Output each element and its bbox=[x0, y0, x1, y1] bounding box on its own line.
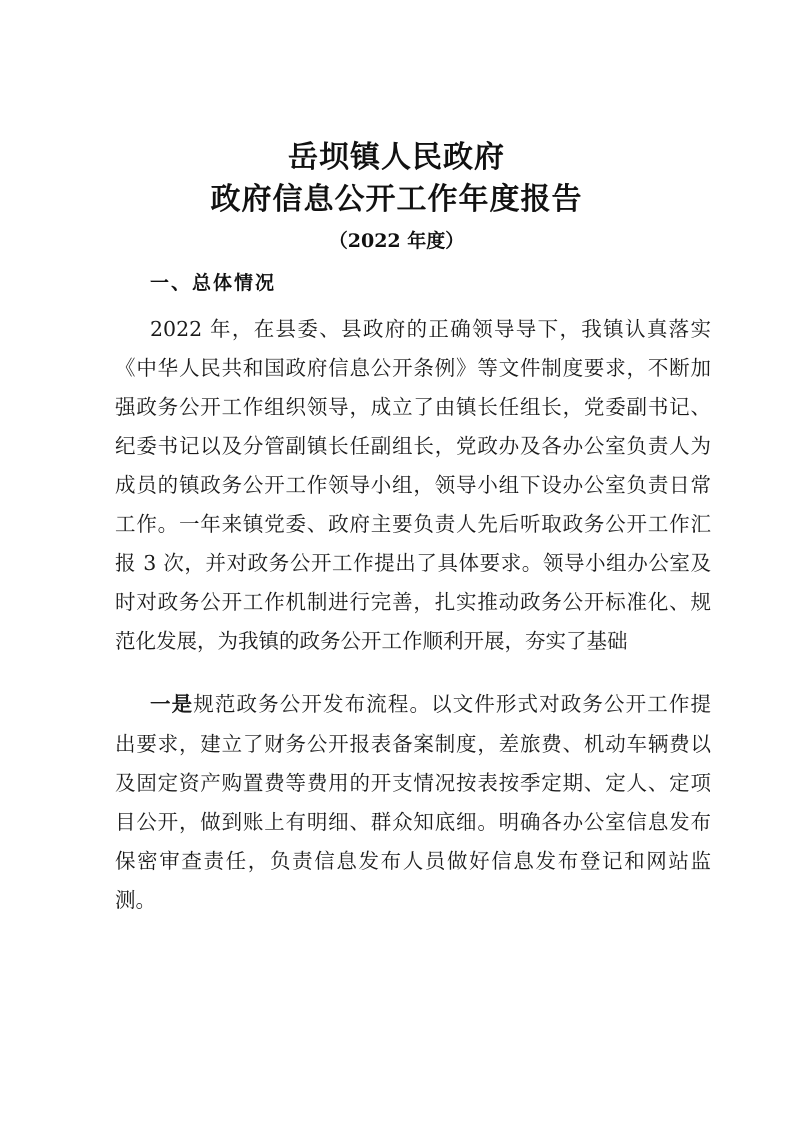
paragraph1-line: 报 3 次，并对政务公开工作提出了具体要求。领导小组办公室及 bbox=[115, 551, 711, 575]
paragraph1-line: 时对政务公开工作机制进行完善，扎实推动政务公开标准化、规 bbox=[115, 590, 711, 614]
paragraph2-line: 保密审查责任，负责信息发布人员做好信息发布登记和网站监 bbox=[115, 849, 711, 873]
paragraph2-line: 出要求，建立了财务公开报表备案制度，差旅费、机动车辆费以 bbox=[115, 732, 711, 756]
paragraph1-line: 范化发展，为我镇的政务公开工作顺利开展，夯实了基础 bbox=[115, 629, 628, 653]
document-title-line-2: 政府信息公开工作年度报告 bbox=[210, 182, 583, 217]
document-title-line-1: 岳坝镇人民政府 bbox=[288, 140, 505, 175]
paragraph2-line: 测。 bbox=[115, 888, 156, 912]
paragraph1-line: 强政务公开工作组织领导，成立了由镇长任组长，党委副书记、 bbox=[115, 395, 711, 419]
paragraph1-line: 纪委书记以及分管副镇长任副组长，党政办及各办公室负责人为 bbox=[115, 434, 711, 458]
paragraph2-lead-text: 一是 bbox=[150, 692, 194, 716]
paragraph2-first-line-text: 规范政务公开发布流程。以文件形式对政务公开工作提 bbox=[193, 692, 712, 716]
paragraph2-first-line bbox=[150, 690, 711, 718]
paragraph1-line: 工作。一年来镇党委、政府主要负责人先后听取政务公开工作汇 bbox=[115, 512, 711, 536]
paragraph1-line: 2022 年，在县委、县政府的正确领导导下，我镇认真落实 bbox=[150, 317, 711, 341]
paragraph1-line: 《中华人民共和国政府信息公开条例》等文件制度要求，不断加 bbox=[115, 356, 711, 380]
paragraph2-line: 目公开，做到账上有明细、群众知底细。明确各办公室信息发布 bbox=[115, 810, 711, 834]
paragraph1-line: 成员的镇政务公开工作领导小组，领导小组下设办公室负责日常 bbox=[115, 473, 711, 497]
report-year-note: （2022 年度） bbox=[328, 230, 465, 252]
paragraph2-line: 及固定资产购置费等费用的开支情况按表按季定期、定人、定项 bbox=[115, 771, 711, 795]
section-heading-overview: 一、总体情况 bbox=[150, 272, 277, 294]
